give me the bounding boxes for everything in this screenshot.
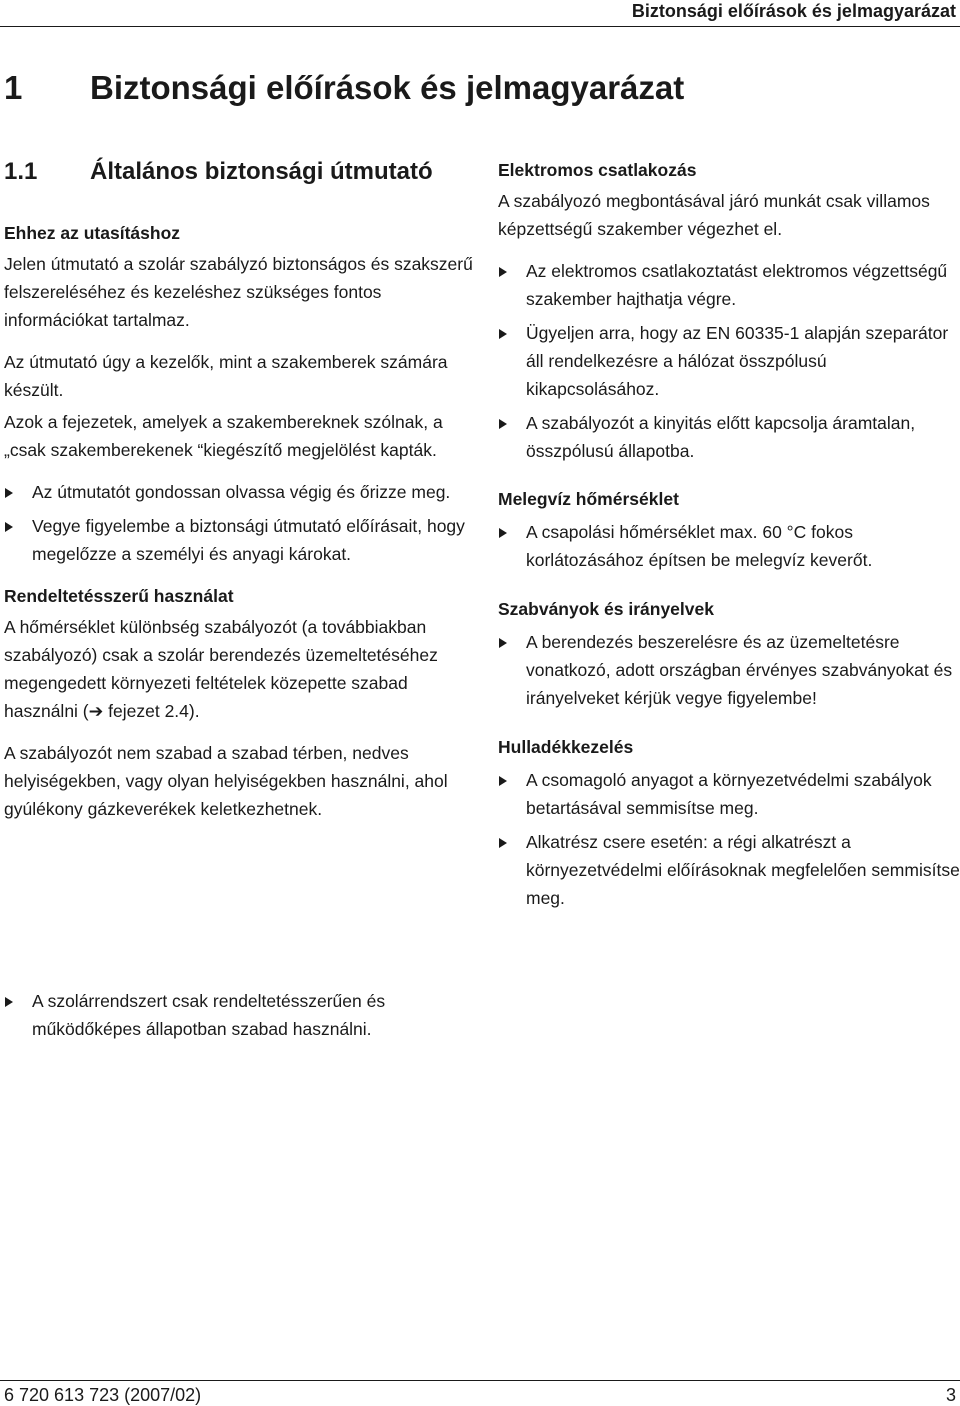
bullet-arrow-icon — [5, 522, 13, 532]
about-paragraph-3: Azok a fejezetek, amelyek a szakembereknek szólnak, a „csak szakemberekenek “kiegészítő megjelölést kapták. — [4, 412, 443, 460]
chapter-title-text: Biztonsági előírások és jelmagyarázat — [90, 69, 685, 106]
bullet-arrow-icon — [499, 776, 507, 786]
about-paragraph-1: Jelen útmutató a szolár szabályzó biztonságos és szakszerű felszereléséhez és kezeléshez szükséges fontos információkat tartalmaz. — [4, 254, 473, 330]
section-title — [4, 156, 474, 188]
list-item: A csapolási hőmérséklet max. 60 °C fokos korlátozásához építsen be melegvíz keverőt. — [498, 518, 960, 574]
document-id: 6 720 613 723 (2007/02) — [4, 1385, 202, 1405]
bullet-arrow-icon — [499, 638, 507, 648]
list-item: Alkatrész csere esetén: a régi alkatrészt a környezetvédelmi előírásoknak megfelelően semmisítse meg. — [498, 828, 960, 912]
bullet-arrow-icon — [499, 419, 507, 429]
waste-heading: Hulladékkezelés — [498, 737, 634, 757]
intended-use-paragraph-1: A hőmérséklet különbség szabályozót (a továbbiakban szabályozó) csak a szolár berendezés üzemeltetéséhez megengedett környezeti feltételek közepette szabad használni (➔ fejezet 2.4). — [4, 617, 438, 721]
list-item: A szolárrendszert csak rendeltetésszerűen és működőképes állapotban szabad használni. — [4, 987, 474, 1043]
bullet-arrow-icon — [499, 528, 507, 538]
hot-water-bullet-list — [498, 518, 960, 574]
waste-bullet-list — [498, 766, 960, 912]
chapter-title — [4, 66, 684, 110]
electrical-bullet-list — [498, 257, 960, 465]
page-number: 3 — [945, 1385, 956, 1405]
bullet-arrow-icon — [499, 267, 507, 277]
standards-bullet-list — [498, 628, 960, 712]
standards-heading: Szabványok és irányelvek — [498, 599, 714, 619]
right-column — [498, 156, 960, 912]
about-bullet-list — [4, 478, 474, 568]
list-item: A csomagoló anyagot a környezetvédelmi szabályok betartásával semmisítse meg. — [498, 766, 960, 822]
running-header: Biztonsági előírások és jelmagyarázat — [631, 1, 956, 21]
header-divider — [0, 26, 960, 27]
list-item: Vegye figyelembe a biztonsági útmutató előírásait, hogy megelőzze a személyi és anyagi károkat. — [4, 512, 474, 568]
section-title-text: Általános biztonsági útmutató — [90, 158, 433, 185]
bullet-arrow-icon — [499, 838, 507, 848]
electrical-heading: Elektromos csatlakozás — [498, 160, 697, 180]
list-item: Ügyeljen arra, hogy az EN 60335-1 alapján szeparátor áll rendelkezésre a hálózat összpólusú kikapcsolásához. — [498, 319, 960, 403]
about-paragraph-2: Az útmutató úgy a kezelők, mint a szakemberek számára készült. — [4, 352, 448, 400]
intended-use-paragraph-2: A szabályozót nem szabad a szabad térben, nedves helyiségekben, vagy olyan helyiségekben használni, ahol gyúlékony gázkeverékek keletkezhetnek. — [4, 743, 448, 819]
intended-use-heading: Rendeltetésszerű használat — [4, 586, 234, 606]
electrical-paragraph: A szabályozó megbontásával járó munkát csak villamos képzettségű szakember végezhet el. — [498, 191, 930, 239]
list-item: Az útmutatót gondossan olvassa végig és őrizze meg. — [4, 478, 474, 506]
left-column — [4, 156, 474, 823]
list-item: Az elektromos csatlakoztatást elektromos végzettségű szakember hajthatja végre. — [498, 257, 960, 313]
bullet-arrow-icon — [5, 997, 13, 1007]
about-heading: Ehhez az utasításhoz — [4, 223, 181, 243]
intended-use-bullets — [4, 987, 474, 1043]
chapter-number: 1 — [4, 69, 23, 106]
bullet-arrow-icon — [499, 329, 507, 339]
list-item: A berendezés beszerelésre és az üzemeltetésre vonatkozó, adott országban érvényes szabványokat és irányelveket kérjük vegye figyelembe! — [498, 628, 960, 712]
hot-water-heading: Melegvíz hőmérséklet — [498, 489, 679, 509]
section-number: 1.1 — [4, 158, 38, 185]
list-item: A szabályozót a kinyitás előtt kapcsolja áramtalan, összpólusú állapotba. — [498, 409, 960, 465]
footer-divider — [0, 1380, 960, 1381]
intended-use-bullet-list — [4, 987, 474, 1043]
bullet-arrow-icon — [5, 488, 13, 498]
